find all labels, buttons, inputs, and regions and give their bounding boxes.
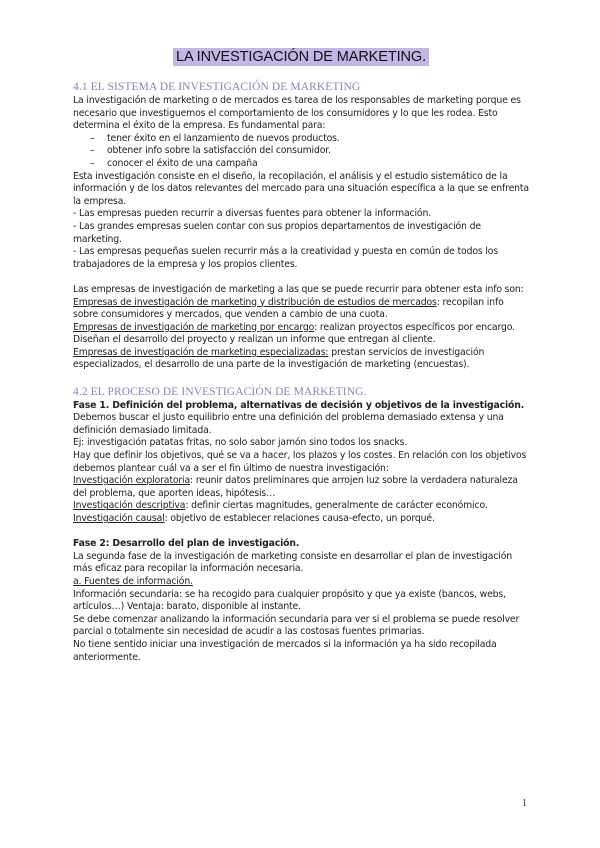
- research-descriptive: [73, 500, 529, 513]
- section-1-paragraph-2: Esta investigación consiste en el diseño, la recopilación, el análisis y el estudio sistemático de la información y de los datos relevantes del mercado para una situación específica a la que se enfrenta la empresa.: [73, 170, 529, 207]
- list-item: – conocer el éxito de una campaña: [107, 158, 529, 171]
- page-number: 1: [522, 798, 527, 809]
- phase-1-paragraph-1: Debemos buscar el justo equilibrio entre una definición del problema demasiado extensa y una definición demasiado limitada.: [73, 412, 504, 436]
- company-type-2: [73, 322, 529, 347]
- company-type-2-text: : realizan proyectos específicos por encargo. Diseñan el desarrollo del proyecto y realizan un informe que entregan al cliente.: [73, 321, 515, 346]
- section-1-heading: 4.1 EL SISTEMA DE INVESTIGACIÓN DE MARKETING: [73, 81, 361, 93]
- section-1-paragraph-3: Las empresas de investigación de marketing a las que se puede recurrir para obtener esta info son:: [73, 283, 524, 295]
- research-causal-label: Investigación causal: [73, 513, 165, 524]
- secondary-info: Información secundaria: se ha recogido para cualquier propósito y que ya existe (bancos, webs, artículos…) Ventaja: barato, disponible al instante.: [73, 588, 506, 613]
- dash-line-3: - Las empresas pequeñas suelen recurrir más a la creatividad y puesta en común de todos los trabajadores de la empresa y los propios clientes.: [73, 246, 499, 270]
- company-type-3-text: prestan servicios de investigación especializados, el desarrollo de una parte de la investigación de marketing (encuestas).: [73, 346, 485, 371]
- phase-1-title: Fase 1. Definición del problema, alternativas de decisión y objetivos de la investigación.: [73, 399, 525, 411]
- phase-2-title: Fase 2: Desarrollo del plan de investigación.: [73, 538, 300, 550]
- phase-1-paragraph-3: Hay que definir los objetivos, qué se va a hacer, los plazos y los costes. En relación con los objetivos debemos plantear cuál va a ser el fin último de nuestra investigación:: [73, 450, 527, 474]
- research-causal-text: : objetivo de establecer relaciones causa-efecto, un porqué.: [164, 513, 435, 524]
- phase-2-paragraph-1: La segunda fase de la investigación de marketing consiste en desarrollar el plan de investigación más eficaz para recopilar la información necesaria.: [73, 550, 513, 575]
- research-exploratory: [73, 475, 529, 500]
- company-type-1-text: : recopilan info sobre consumidores y mercados, que venden a cambio de una cuota.: [73, 296, 504, 321]
- list-item: – tener éxito en el lanzamiento de nuevos productos.: [107, 133, 529, 146]
- research-descriptive-text: : definir ciertas magnitudes, generalmente de carácter económico.: [185, 500, 488, 512]
- section-2-heading: 4.2 EL PROCESO DE INVESTIGACIÓN DE MARKETING.: [73, 385, 367, 398]
- phase-2-paragraph-2: Se debe comenzar analizando la información secundaria para ver si el problema se puede resolver parcial o totalmente sin necesidad de acudir a las costosas fuentes primarias.: [73, 613, 520, 638]
- title-wrap: [73, 46, 529, 66]
- company-type-1: [73, 297, 529, 322]
- company-type-3: [73, 347, 529, 372]
- research-descriptive-label: Investigación descriptiva: [73, 500, 186, 512]
- sources-heading: a. Fuentes de información.: [73, 575, 193, 587]
- list-item: – obtener info sobre la satisfacción del consumidor.: [107, 145, 529, 158]
- document-page: [73, 46, 529, 664]
- phase-2-paragraph-3: No tiene sentido iniciar una investigación de mercados si la información ya ha sido recopilada anteriormente.: [73, 638, 497, 663]
- purpose-list: [73, 133, 529, 171]
- company-type-1-label: Empresas de investigación de marketing y distribución de estudios de mercados: [73, 296, 437, 308]
- phase-1-example: Ej: investigación patatas fritas, no solo sabor jamón sino todos los snacks.: [73, 437, 408, 449]
- research-causal: [73, 513, 529, 526]
- dash-line-1: - Las empresas pueden recurrir a diversas fuentes para obtener la información.: [73, 208, 431, 220]
- research-exploratory-label: Investigación exploratoria: [73, 475, 191, 487]
- company-type-2-label: Empresas de investigación de marketing por encargo: [73, 321, 315, 333]
- dash-line-2: - Las grandes empresas suelen contar con sus propios departamentos de investigación de marketing.: [73, 220, 481, 245]
- section-1-intro: La investigación de marketing o de mercados es tarea de los responsables de marketing porque es necesario que investiguemos el comportamiento de los consumidores y lo que les rodea. Esto determina el éxito de la empresa. Es fundamental para:: [73, 95, 521, 132]
- company-type-3-label: Empresas de investigación de marketing especializadas:: [73, 346, 329, 358]
- research-exploratory-text: : reunir datos preliminares que arrojen luz sobre la verdadera naturaleza del problema, que aporten ideas, hipótesis…: [73, 475, 518, 499]
- document-title: LA INVESTIGACIÓN DE MARKETING.: [173, 48, 429, 66]
